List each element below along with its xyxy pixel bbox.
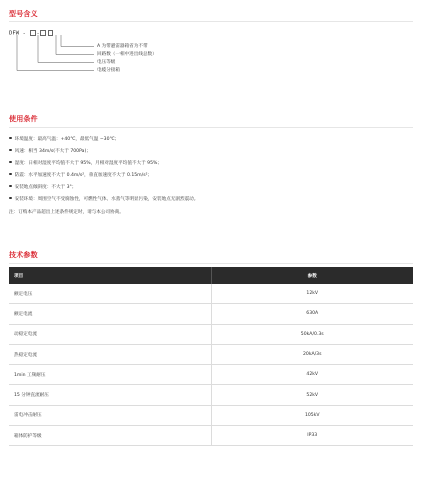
row-value: IP33: [211, 426, 413, 446]
table-row: [9, 324, 413, 344]
row-item: 热稳定电流: [9, 344, 211, 364]
model-code-lines: [0, 0, 424, 100]
row-value: 105kV: [211, 405, 413, 425]
section-divider: [9, 127, 413, 128]
conditions-section-title: 使用条件: [9, 115, 38, 123]
bullet-icon: [9, 173, 12, 176]
table-row: [9, 385, 413, 405]
row-value: 42kV: [211, 365, 413, 385]
legend-circuits: 回路数（一相中进出线总数）: [97, 51, 157, 57]
table-row: [9, 344, 413, 364]
model-code: DFW - -: [9, 30, 54, 36]
bullet-icon: [9, 149, 12, 152]
legend-cable-box: 电缆分接箱: [97, 67, 120, 73]
row-item: 15 分钟直流耐压: [9, 385, 211, 405]
bullet-icon: [9, 185, 12, 188]
row-item: 雷电冲击耐压: [9, 405, 211, 425]
conditions-note: 注：订购本产品超出上述条件规定时，请与本公司协商。: [9, 210, 124, 215]
model-section-title: 型号含义: [9, 10, 38, 18]
header-value: 参数: [211, 267, 413, 284]
condition-item: 湿度：日相对湿度平均值不大于 95%，月相对湿度平均值不大于 95%；: [9, 161, 162, 167]
model-code-prefix: DFW -: [9, 30, 26, 37]
row-item: 箱体防护等级: [9, 426, 211, 446]
legend-voltage: 电压等级: [97, 59, 116, 65]
table-row: [9, 405, 413, 425]
table-row: [9, 284, 413, 304]
bullet-icon: [9, 137, 12, 140]
header-item: 项目: [9, 267, 211, 284]
row-item: 额定电压: [9, 284, 211, 304]
condition-item: 环境温度：最高气温：+40℃，最低气温 −30℃；: [9, 137, 119, 143]
specs-section-title: 技术参数: [9, 251, 38, 259]
condition-item: 风速：相当 34m/s(不大于 700Pa)；: [9, 149, 91, 155]
table-row: [9, 426, 413, 446]
row-value: 52kV: [211, 385, 413, 405]
bullet-icon: [9, 197, 12, 200]
condition-item: 防震：水平加速度不大于 0.4m/s²，垂直加速度不大于 0.15m/s²；: [9, 173, 152, 179]
bullet-icon: [9, 161, 12, 164]
row-value: 20kA/3s: [211, 344, 413, 364]
row-item: 1min 工频耐压: [9, 365, 211, 385]
table-header-row: [9, 267, 413, 284]
row-item: 额定电流: [9, 304, 211, 324]
row-value: 50kA/0.3s: [211, 324, 413, 344]
spec-table: [9, 267, 413, 446]
table-row: [9, 365, 413, 385]
row-item: 动稳定电流: [9, 324, 211, 344]
table-row: [9, 304, 413, 324]
legend-arrester: A 为带避雷器箱省为不带: [97, 43, 148, 49]
condition-item: 安装地点倾斜度：不大于 3°；: [9, 185, 76, 191]
section-divider: [9, 263, 413, 264]
row-value: 12kV: [211, 284, 413, 304]
condition-item: 安装环境：周围空气不受腐蚀性，可燃性气体、水蒸气等明显污染，安装地点无剧烈震动。: [9, 197, 198, 203]
row-value: 630A: [211, 304, 413, 324]
